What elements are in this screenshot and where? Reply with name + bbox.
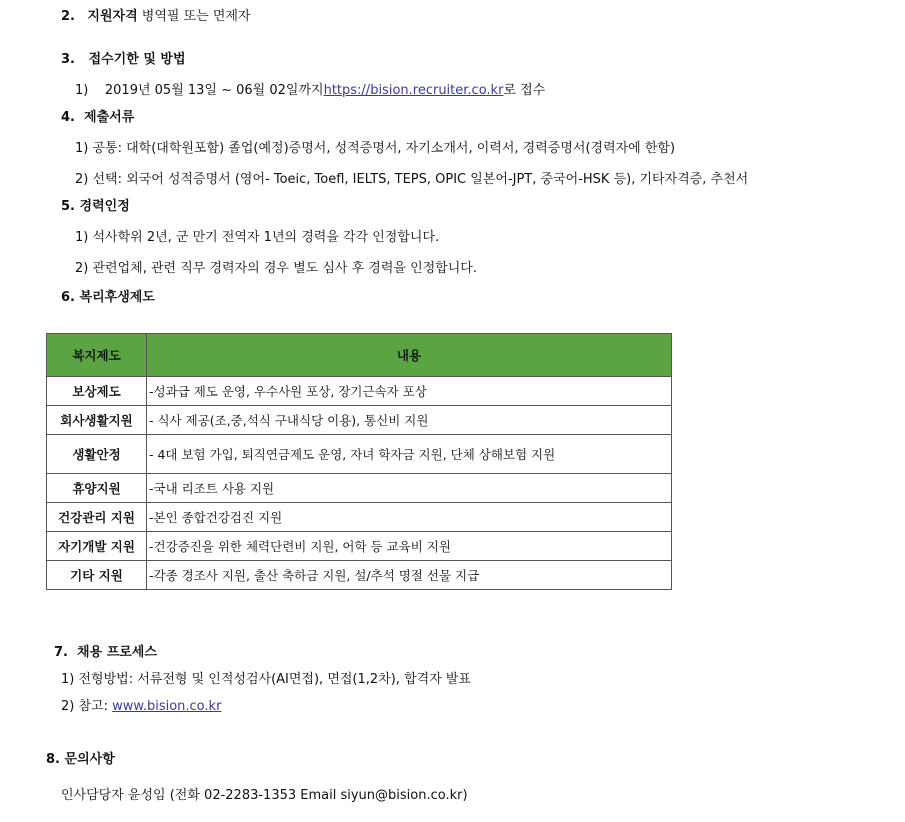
- recruit-site-link[interactable]: https://bision.recruiter.co.kr: [323, 83, 504, 98]
- welfare-program-name: 기타 지원: [47, 561, 147, 590]
- section-3-number: 3.: [61, 52, 75, 67]
- welfare-program-name: 생활안정: [47, 435, 147, 474]
- table-row: [47, 406, 672, 435]
- section-6-number: 6.: [61, 290, 75, 305]
- welfare-program-name: 보상제도: [47, 377, 147, 406]
- table-row: [47, 561, 672, 590]
- section-8-title: 문의사항: [64, 752, 115, 767]
- table-row: [47, 377, 672, 406]
- welfare-table-header: [47, 334, 672, 377]
- table-row: [47, 503, 672, 532]
- section-4-title: 제출서류: [84, 110, 135, 125]
- section-3-heading: [61, 51, 186, 69]
- company-site-link[interactable]: www.bision.co.kr: [112, 699, 222, 714]
- welfare-program-name: 회사생활지원: [47, 406, 147, 435]
- welfare-col-header-program: 복지제도: [47, 334, 147, 377]
- welfare-program-content: -각종 경조사 지원, 출산 축하금 지원, 설/추석 명절 선물 지급: [147, 561, 672, 590]
- section-2-number: 2.: [61, 9, 75, 24]
- section-4-heading: [61, 109, 134, 127]
- welfare-program-content: - 식사 제공(조,중,석식 구내식당 이용), 통신비 지원: [147, 406, 672, 435]
- welfare-col-header-content: 내용: [147, 334, 672, 377]
- section-3-item-1-text: 2019년 05월 13일 ~ 06월 02일까지: [104, 83, 324, 98]
- welfare-program-name: 건강관리 지원: [47, 503, 147, 532]
- section-5-item-2: 2) 관련업체, 관련 직무 경력자의 경우 별도 심사 후 경력을 인정합니다.: [75, 261, 477, 276]
- table-row: [47, 435, 672, 474]
- welfare-program-content: -건강증진을 위한 체력단련비 지원, 어학 등 교육비 지원: [147, 532, 672, 561]
- section-5-number: 5.: [61, 199, 75, 214]
- table-row: [47, 474, 672, 503]
- welfare-program-name: 자기개발 지원: [47, 532, 147, 561]
- section-5-title: 경력인정: [79, 199, 130, 214]
- section-3-item-1-number: 1): [75, 83, 89, 98]
- section-7-item-2: [61, 698, 221, 716]
- section-8-heading: [46, 751, 115, 769]
- section-3-item-1: [75, 82, 545, 100]
- section-8-number: 8.: [46, 752, 60, 767]
- section-5-item-1: 1) 석사학위 2년, 군 만기 전역자 1년의 경력을 각각 인정합니다.: [75, 230, 440, 245]
- contact-info: 인사담당자 윤성임 (전화 02-2283-1353 Email siyun@bision.co.kr): [61, 788, 468, 803]
- section-6-heading: [61, 289, 155, 307]
- section-7-title: 채용 프로세스: [77, 645, 157, 660]
- section-7-item-2-prefix: 2) 참고:: [61, 699, 108, 714]
- section-3-title: 접수기한 및 방법: [88, 52, 186, 67]
- section-4-number: 4.: [61, 110, 75, 125]
- welfare-program-content: -국내 리조트 사용 지원: [147, 474, 672, 503]
- section-7-item-1: 1) 전형방법: 서류전형 및 인적성검사(AI면접), 면접(1,2차), 합격자 발표: [61, 672, 471, 687]
- section-4-item-2: 2) 선택: 외국어 성적증명서 (영어- Toeic, Toefl, IELTS, TEPS, OPIC 일본어-JPT, 중국어-HSK 등), 기타자격증, 추천서: [75, 172, 749, 187]
- welfare-table: [46, 333, 672, 590]
- section-6-title: 복리후생제도: [79, 290, 155, 305]
- section-7-number: 7.: [54, 645, 68, 660]
- welfare-program-name: 휴양지원: [47, 474, 147, 503]
- section-5-heading: [61, 198, 130, 216]
- section-2-text: 병역필 또는 면제자: [141, 9, 251, 24]
- section-2-title: 지원자격: [87, 9, 138, 24]
- welfare-program-content: -본인 종합건강검진 지원: [147, 503, 672, 532]
- section-7-heading: [54, 644, 157, 662]
- section-3-item-1-suffix: 로 접수: [503, 83, 546, 98]
- table-row: [47, 532, 672, 561]
- section-4-item-1: 1) 공통: 대학(대학원포함) 졸업(예정)증명서, 성적증명서, 자기소개서, 이력서, 경력증명서(경력자에 한함): [75, 141, 676, 156]
- welfare-program-content: - 4대 보험 가입, 퇴직연금제도 운영, 자녀 학자금 지원, 단체 상해보험 지원: [147, 435, 672, 474]
- welfare-program-content: -성과급 제도 운영, 우수사원 포상, 장기근속자 포상: [147, 377, 672, 406]
- section-2: [61, 8, 251, 26]
